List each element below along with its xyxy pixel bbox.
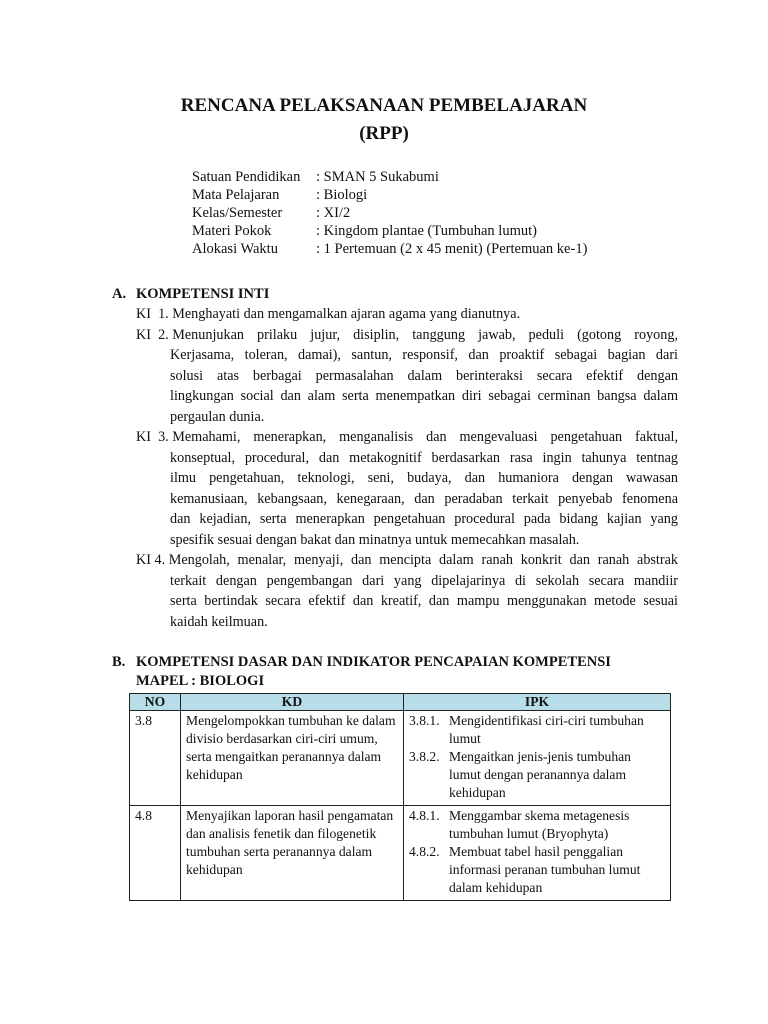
ki-line: kaidah keilmuan. [170,613,268,630]
ipk-text: Menggambar skema metagenesis tumbuhan lumut (Bryophyta) [449,808,630,841]
ipk-number: 3.8.2. [409,749,440,764]
cell-kd: Menyajikan laporan hasil pengamatan dan analisis fenetik dan filogenetik tumbuhan serta peranannya dalam kehidupan [181,806,404,901]
ipk-number: 4.8.1. [409,808,440,823]
ipk-number: 3.8.1. [409,713,440,728]
identity-label: Kelas/Semester [192,205,283,221]
ki-line: Memahami, menerapkan, menganalisis dan mengevaluasi pengetahuan faktual, [172,429,678,445]
ipk-item [409,748,665,802]
cell-ipk [404,806,671,901]
section-title: KOMPETENSI INTI [136,286,270,302]
identity-block [192,168,587,258]
identity-label: Materi Pokok [192,223,272,239]
cell-kd: Mengelompokkan tumbuhan ke dalam divisio berdasarkan ciri-ciri umum, serta mengaitkan peranannya dalam kehidupan [181,711,404,806]
identity-row [192,222,587,240]
section-letter: A. [112,286,127,302]
ki-line: Kerjasama, toleran, damai), santun, responsif, dan proaktif sebagai bagian dari [170,347,678,363]
ki-line: lingkungan social dan alam serta menempatkan diri sebagai cerminan bangsa dalam [170,388,678,404]
column-header-ipk: IPK [404,694,671,711]
ki-line: Mengolah, menalar, menyaji, dan mencipta dalam ranah konkrit dan ranah abstrak [168,552,678,568]
section-b-heading [112,653,672,691]
ki-line: terkait dengan pengembangan dari yang dipelajarinya di sekolah secara mandiir [170,572,678,589]
ipk-item [409,712,665,748]
table-row [130,711,671,806]
ki-line: spesifik sesuai dengan bakat dan minatnya untuk memecahkan masalah. [170,531,580,548]
ki-line: serta bertindak secara efektif dan kreatif, dan mampu menggunakan metode sesuai [170,593,678,609]
ipk-number: 4.8.2. [409,844,440,859]
identity-row [192,240,587,258]
ki-item [136,427,678,448]
identity-row [192,204,587,222]
document-title: RENCANA PELAKSANAAN PEMBELAJARAN [180,95,588,116]
table-row [130,806,671,901]
identity-value: : Biologi [316,187,368,203]
cell-no: 3.8 [130,711,181,806]
identity-value: : XI/2 [316,205,351,221]
ki-line: dan kejadian, serta menerapkan pengetahuan procedural pada bidang kajian yang [170,511,678,527]
ki-item [136,550,678,571]
cell-no: 4.8 [130,806,181,901]
section-a-heading [112,285,672,304]
identity-label: Alokasi Waktu [192,241,278,257]
ki-line: konseptual, procedural, dan metakognitif berdasarkan rasa ingin tahunya tentnag [170,449,678,466]
ki-number: KI 3. [136,429,173,445]
kd-ipk-table [129,693,671,901]
identity-row [192,168,587,186]
ipk-text: Membuat tabel hasil penggalian informasi peranan tumbuhan lumut dalam kehidupan [449,844,641,895]
section-letter: B. [112,654,126,670]
identity-label: Mata Pelajaran [192,187,280,203]
ki-line: ilmu pengetahuan, teknologi, seni, budaya, dan humaniora dengan wawasan [170,470,678,486]
identity-row [192,186,587,204]
ki-item [136,304,678,325]
ki-number: KI 2. [136,326,173,343]
ki-item [136,325,678,346]
ki-number: KI 1. [136,306,173,322]
ipk-item [409,807,665,843]
ki-line: kemanusiaan, kebangsaan, kenegaraan, dan peradaban terkait penyebab fenomena [170,490,678,507]
identity-value: : Kingdom plantae (Tumbuhan lumut) [316,223,537,239]
identity-value: : SMAN 5 Sukabumi [316,169,439,185]
ki-line: pergaulan dunia. [170,408,265,425]
section-title-line2: MAPEL : BIOLOGI [136,673,265,689]
table-header-row [130,694,671,711]
ipk-text: Mengidentifikasi ciri-ciri tumbuhan lumut [449,713,644,746]
document-subtitle: (RPP) [359,123,409,144]
column-header-kd: KD [181,694,404,711]
ipk-text: Mengaitkan jenis-jenis tumbuhan lumut dengan peranannya dalam kehidupan [449,749,631,800]
section-title: KOMPETENSI DASAR DAN INDIKATOR PENCAPAIAN KOMPETENSI [136,654,611,670]
ipk-item [409,843,665,897]
ki-line: Menunjukan prilaku jujur, disiplin, tanggung jawab, peduli (gotong royong, [172,326,678,343]
ki-number: KI 4. [136,552,169,568]
ki-line: solusi atas berbagai permasalahan dalam berinteraksi secara efektif dengan [170,367,678,384]
identity-label: Satuan Pendidikan [192,169,301,185]
kompetensi-inti-list [136,304,678,632]
column-header-no: NO [130,694,181,711]
ki-line: Menghayati dan mengamalkan ajaran agama yang dianutnya. [172,306,521,322]
cell-ipk [404,711,671,806]
identity-value: : 1 Pertemuan (2 x 45 menit) (Pertemuan ke-1) [316,241,588,257]
